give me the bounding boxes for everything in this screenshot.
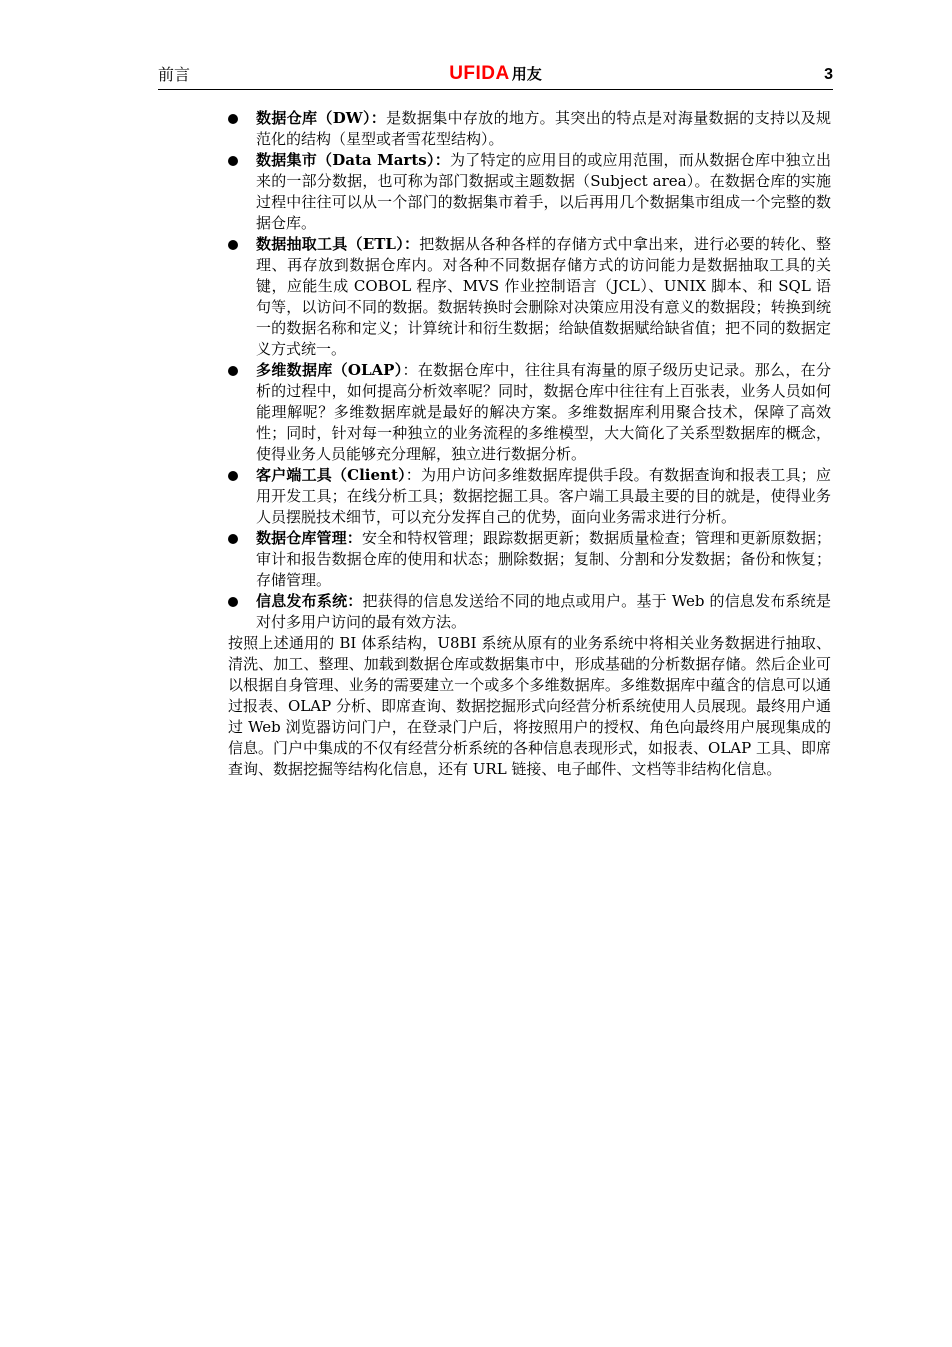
list-item-term: 数据集市（Data Marts）： [256, 151, 450, 169]
brand-logo-ufida: UFIDA [449, 63, 510, 84]
list-item-data-marts [228, 150, 831, 234]
list-item-text: ：为用户访问多维数据库提供手段。有数据查询和报表工具；应用开发工具；在线分析工具；数据挖掘工具。客户端工具最主要的目的就是，使得业务人员摆脱技术细节，可以充分发挥自己的优势，面向业务需求进行分析。 [256, 466, 831, 526]
component-list [228, 108, 831, 633]
bullet-icon [228, 156, 238, 166]
page-header [158, 64, 833, 90]
list-item-text: 为了特定的应用目的或应用范围，而从数据仓库中独立出来的一部分数据，也可称为部门数据或主题数据（Subject area）。在数据仓库的实施过程中往往可以从一个部门的数据集市着手，以后再用几个数据集市组成一个完整的数据仓库。 [256, 151, 831, 232]
bullet-icon [228, 240, 238, 250]
list-item-text: 是数据集中存放的地方。其突出的特点是对海量数据的支持以及规范化的结构（星型或者雪花型结构）。 [256, 109, 831, 148]
list-item-warehouse-management [228, 528, 831, 591]
list-item-data-warehouse [228, 108, 831, 150]
list-item-term: 数据仓库管理： [256, 529, 362, 547]
list-item-etl [228, 234, 831, 360]
list-item-text: 把获得的信息发送给不同的地点或用户。基于 Web 的信息发布系统是对付多用户访问的最有效方法。 [256, 592, 831, 631]
list-item-publishing-system [228, 591, 831, 633]
bullet-icon [228, 597, 238, 607]
list-item-text: 把数据从各种各样的存储方式中拿出来，进行必要的转化、整理、再存放到数据仓库内。对各种不同数据存储方式的访问能力是数据抽取工具的关键，应能生成 COBOL 程序、MVS 作业控制语言（JCL）、UNIX 脚本、和 SQL 语句等，以访问不同的数据。数据转换时会删除对决策应用没有意义的数据段；转换到统一的数据名称和定义；计算统计和衍生数据；给缺值数据赋给缺省值；把不同的数据定义方式统一。 [256, 235, 831, 358]
bullet-icon [228, 534, 238, 544]
bullet-icon [228, 471, 238, 481]
page-body [228, 108, 831, 780]
list-item-text: 安全和特权管理；跟踪数据更新；数据质量检查；管理和更新原数据；审计和报告数据仓库的使用和状态；删除数据；复制、分割和分发数据；备份和恢复；存储管理。 [256, 529, 831, 589]
brand-logo-yonyou: 用友 [511, 65, 542, 83]
list-item-term: 信息发布系统： [256, 592, 363, 610]
bullet-icon [228, 114, 238, 124]
header-divider [158, 89, 833, 90]
list-item-term: 多维数据库（OLAP） [256, 361, 403, 379]
list-item-term: 客户端工具（Client） [256, 466, 406, 484]
brand-logo [158, 62, 833, 86]
section-title: 前言 [158, 65, 191, 84]
page-number: 3 [824, 66, 833, 83]
list-item-client [228, 465, 831, 528]
list-item-olap [228, 360, 831, 465]
list-item-term: 数据仓库（DW）： [256, 109, 387, 127]
body-paragraph: 按照上述通用的 BI 体系结构，U8BI 系统从原有的业务系统中将相关业务数据进行抽取、清洗、加工、整理、加载到数据仓库或数据集市中，形成基础的分析数据存储。然后企业可以根据自身管理、业务的需要建立一个或多个多维数据库。多维数据库中蕴含的信息可以通过报表、OLAP 分析、即席查询、数据挖掘形式向经营分析系统使用人员展现。最终用户通过 Web 浏览器访问门户，在登录门户后，将按照用户的授权、角色向最终用户展现集成的信息。门户中集成的不仅有经营分析系统的各种信息表现形式，如报表、OLAP 工具、即席查询、数据挖掘等结构化信息，还有 URL 链接、电子邮件、文档等非结构化信息。 [228, 634, 831, 778]
bullet-icon [228, 366, 238, 376]
list-item-text: ：在数据仓库中，往往具有海量的原子级历史记录。那么，在分析的过程中，如何提高分析效率呢？同时，数据仓库中往往有上百张表，业务人员如何能理解呢？多维数据库就是最好的解决方案。多维数据库利用聚合技术，保障了高效性；同时，针对每一种独立的业务流程的多维模型，大大简化了关系型数据库的概念，使得业务人员能够充分理解，独立进行数据分析。 [256, 361, 831, 463]
list-item-term: 数据抽取工具（ETL）： [256, 235, 420, 253]
